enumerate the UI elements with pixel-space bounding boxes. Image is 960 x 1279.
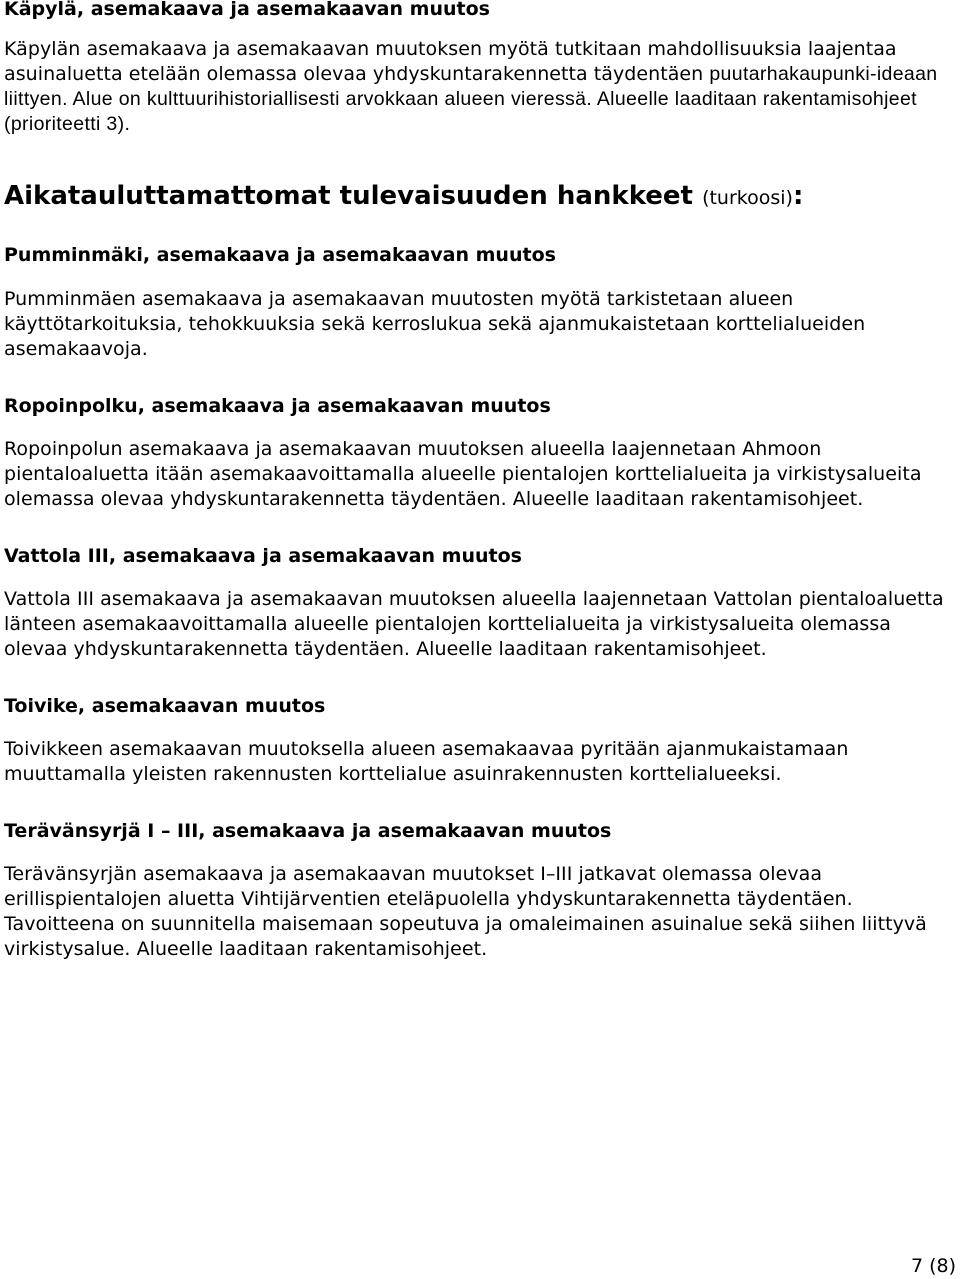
section-heading-teravansyrja: Terävänsyrjä I – III, asemakaava ja asemakaavan muutos: [4, 820, 612, 842]
unscheduled-heading-colon: :: [792, 181, 804, 211]
kapyla-body-tail: puutarhakaupunki-ideaan liittyen. Alue on kulttuurihistoriallisesti arvokkaan alueen vieressä. Alueelle laaditaan rakentamisohjeet (prioriteetti 3).: [4, 63, 938, 135]
unscheduled-projects-heading: [4, 180, 954, 214]
document-page: [4, 0, 954, 962]
page-number: 7 (8): [910, 1255, 956, 1277]
section-body-teravansyrja: Terävänsyrjän asemakaava ja asemakaavan muutokset I–III jatkavat olemassa olevaa erillispientalojen aluetta Vihtijärventien eteläpuolella yhdyskuntarakennetta täydentäen. Tavoitteena on suunnitella maisemaan sopeutuva ja omaleimainen asuinalue sekä siihen liittyvä virkistysalue. Alueelle laaditaan rakentamisohjeet.: [4, 863, 927, 960]
unscheduled-heading-text: Aikatauluttamattomat tulevaisuuden hankkeet: [4, 181, 693, 211]
section-body-kapyla: [4, 37, 954, 137]
section-body-toivike: Toivikkeen asemakaavan muutoksella alueen asemakaavaa pyritään ajanmukaistamaan muuttamalla yleisten rakennusten korttelialue asuinrakennusten korttelialueeksi.: [4, 738, 849, 785]
section-heading-pumminmaki: Pumminmäki, asemakaava ja asemakaavan muutos: [4, 244, 556, 266]
section-heading-toivike: Toivike, asemakaavan muutos: [4, 695, 326, 717]
section-kapyla: [4, 0, 954, 137]
section-body-vattola-iii: Vattola III asemakaava ja asemakaavan muutoksen alueella laajennetaan Vattolan pientaloaluetta länteen asemakaavoittamalla alueelle pientalojen korttelialueita ja virkistysalueita olemassa olevaa yhdyskuntarakennetta täydentäen. Alueelle laaditaan rakentamisohjeet.: [4, 588, 944, 660]
section-heading-vattola-iii: Vattola III, asemakaava ja asemakaavan muutos: [4, 545, 522, 567]
section-vattola-iii: [4, 544, 954, 662]
unscheduled-heading-suffix: (turkoosi): [702, 187, 793, 209]
section-toivike: [4, 694, 954, 787]
section-body-pumminmaki: Pumminmäen asemakaava ja asemakaavan muutosten myötä tarkistetaan alueen käyttötarkoituksia, tehokkuuksia sekä kerroslukua sekä ajanmukaistetaan korttelialueiden asemakaavoja.: [4, 288, 866, 360]
section-heading-ropoinpolku: Ropoinpolku, asemakaava ja asemakaavan muutos: [4, 395, 551, 417]
section-heading-kapyla: Käpylä, asemakaava ja asemakaavan muutos: [4, 0, 490, 20]
section-teravansyrja: [4, 819, 954, 962]
section-body-ropoinpolku: Ropoinpolun asemakaava ja asemakaavan muutoksen alueella laajennetaan Ahmoon pientaloaluetta itään asemakaavoittamalla alueelle pientalojen korttelialueita ja virkistysalueita olemassa olevaa yhdyskuntarakennetta täydentäen. Alueelle laaditaan rakentamisohjeet.: [4, 438, 922, 510]
section-pumminmaki: [4, 243, 954, 362]
kapyla-body-main: Käpylän asemakaava ja asemakaavan muutoksen myötä tutkitaan mahdollisuuksia laajentaa asuinaluetta etelään olemassa olevaa yhdyskuntarakennetta täydentäen: [4, 38, 897, 85]
section-ropoinpolku: [4, 394, 954, 512]
